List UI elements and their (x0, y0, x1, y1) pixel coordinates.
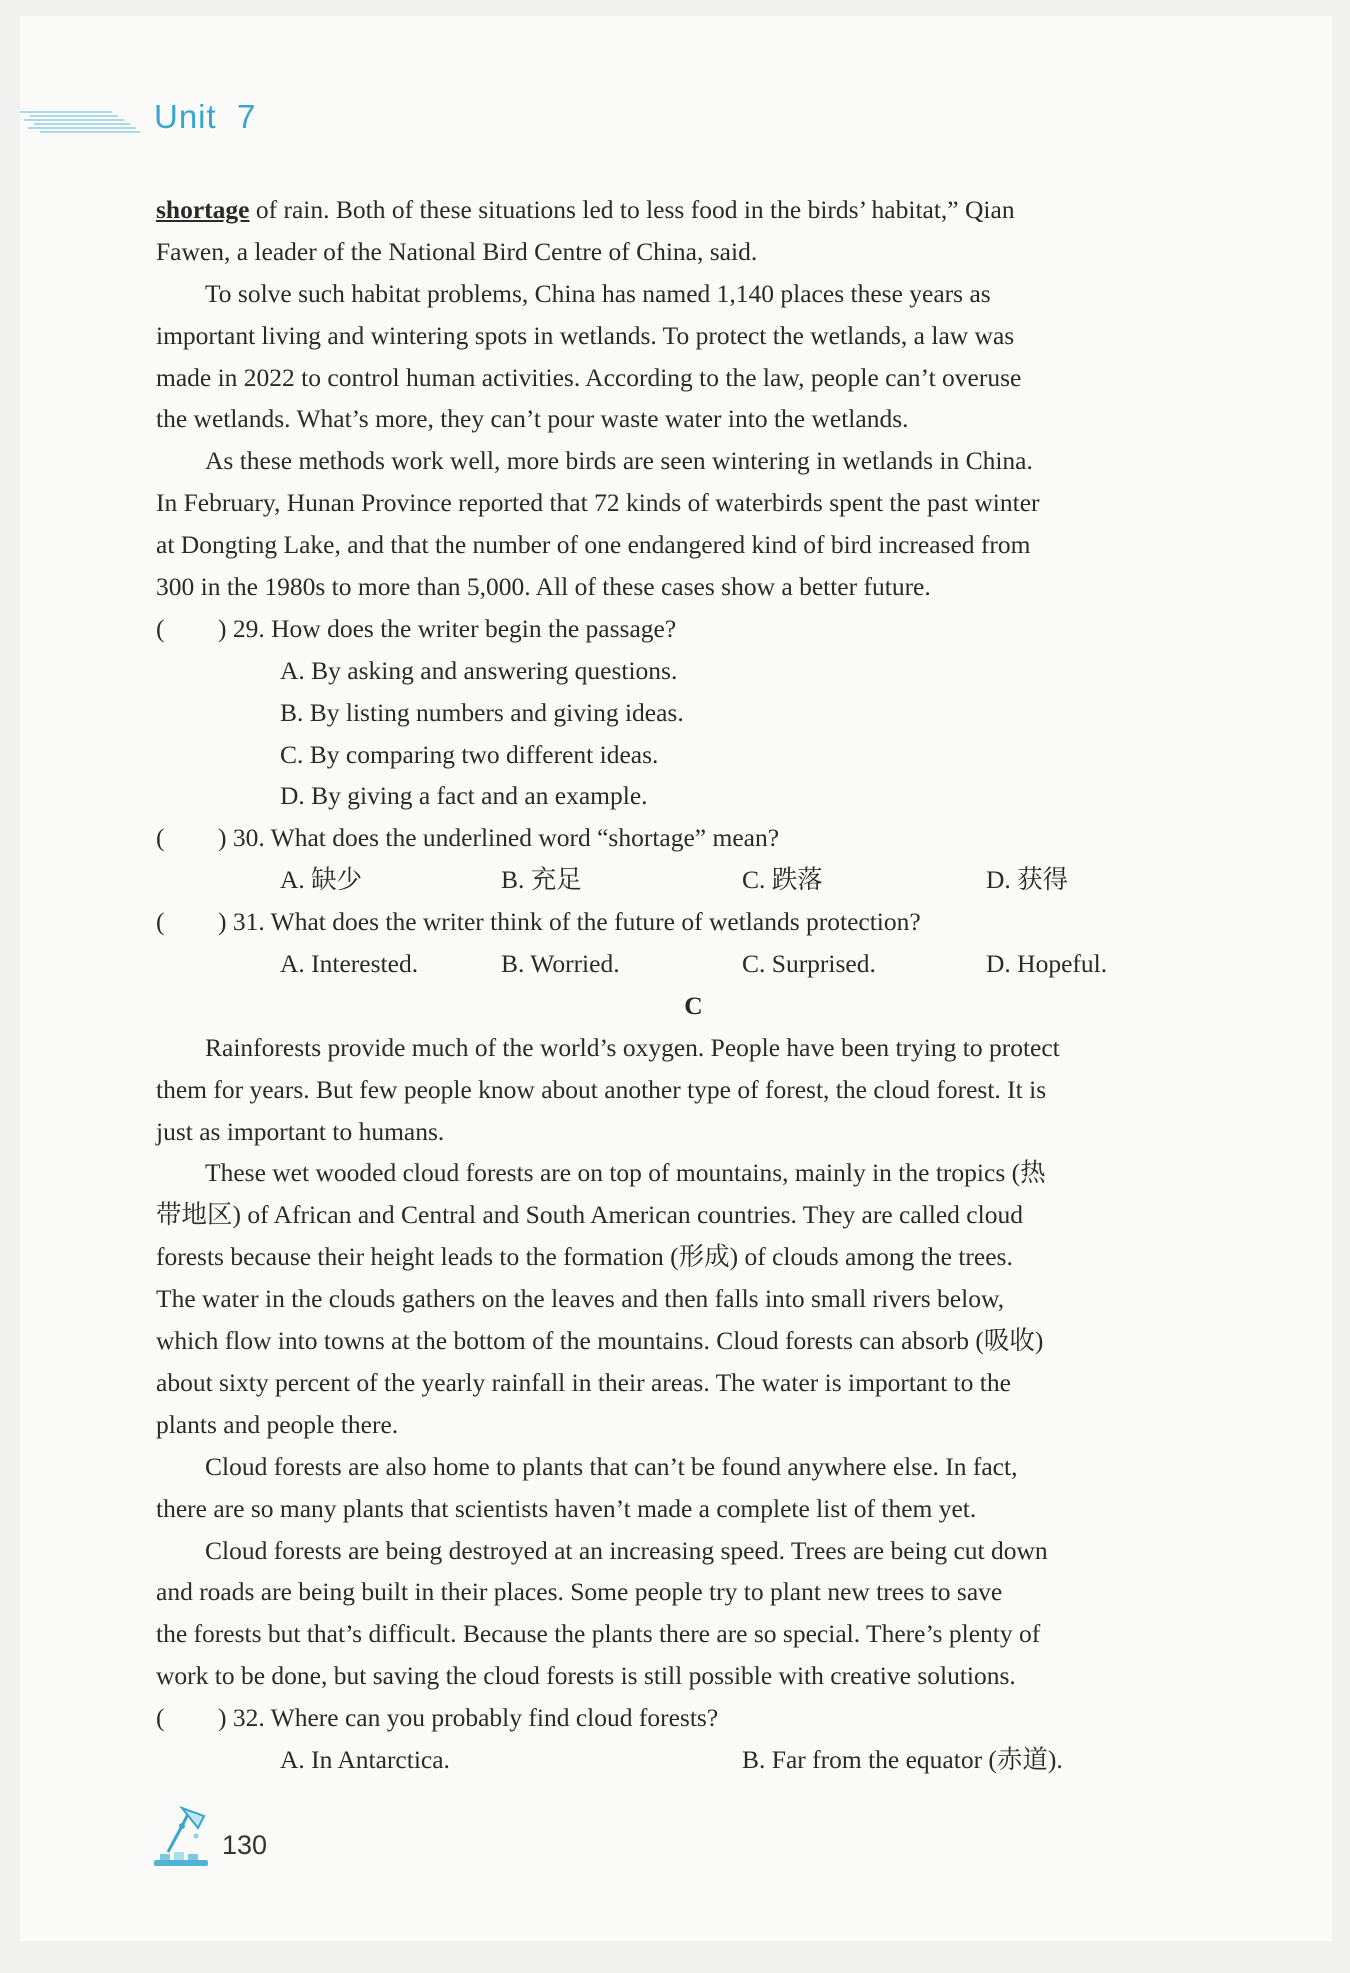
page-footer (152, 1806, 352, 1876)
answer-blank[interactable]: ( (156, 613, 165, 643)
passage-line: These wet wooded cloud forests are on top of mountains, mainly in the tropics (热 (205, 1158, 1046, 1188)
option-c[interactable]: C. By comparing two different ideas. (280, 739, 659, 769)
desk-lamp-icon (152, 1806, 212, 1870)
passage-line: there are so many plants that scientists haven’t made a complete list of them yet. (156, 1493, 977, 1523)
passage-line: made in 2022 to control human activities. According to the law, people can’t overuse (156, 362, 1022, 392)
passage-line: Cloud forests are being destroyed at an increasing speed. Trees are being cut down (205, 1535, 1048, 1565)
passage-line: As these methods work well, more birds are seen wintering in wetlands in China. (205, 446, 1033, 476)
question-text: ) 32. Where can you probably find cloud forests? (218, 1703, 719, 1733)
passage-line: 300 in the 1980s to more than 5,000. All of these cases show a better future. (156, 572, 931, 602)
passage-line: them for years. But few people know about another type of forest, the cloud forest. It is (156, 1074, 1047, 1104)
option-a[interactable]: A. 缺少 (280, 865, 363, 895)
option-d[interactable]: D. By giving a fact and an example. (280, 781, 648, 811)
unit-title: Unit 7 (154, 98, 257, 135)
body-text (156, 189, 1211, 1781)
options-row (156, 943, 1211, 985)
option-b[interactable]: B. Far from the equator (赤道). (742, 1744, 1063, 1774)
options-row (156, 1739, 1211, 1781)
option-d[interactable]: D. 获得 (986, 865, 1069, 895)
passage-line: plants and people there. (156, 1409, 399, 1439)
option-b[interactable]: B. 充足 (501, 865, 582, 895)
option-b[interactable]: B. Worried. (501, 949, 620, 979)
passage-line: work to be done, but saving the cloud forests is still possible with creative solutions. (156, 1661, 1016, 1691)
question-text: ) 29. How does the writer begin the passage? (218, 613, 677, 643)
question-text: ) 31. What does the writer think of the future of wetlands protection? (218, 907, 921, 937)
passage-line: which flow into towns at the bottom of the mountains. Cloud forests can absorb (吸收) (156, 1326, 1044, 1356)
options-row (156, 859, 1211, 901)
option-d[interactable]: D. Hopeful. (986, 949, 1108, 979)
section-heading-c: C (684, 990, 703, 1020)
answer-blank[interactable]: ( (156, 1703, 165, 1733)
answer-blank[interactable]: ( (156, 907, 165, 937)
unit-header (20, 98, 420, 138)
passage-line: Rainforests provide much of the world’s oxygen. People have been trying to protect (205, 1032, 1060, 1062)
question-31 (156, 901, 1211, 943)
passage-line: Cloud forests are also home to plants that can’t be found anywhere else. In fact, (205, 1451, 1018, 1481)
passage-line: The water in the clouds gathers on the leaves and then falls into small rivers below, (156, 1284, 1005, 1314)
passage-line: In February, Hunan Province reported that 72 kinds of waterbirds spent the past winter (156, 488, 1040, 518)
passage-line: forests because their height leads to the formation (形成) of clouds among the trees. (156, 1242, 1013, 1272)
passage-line: and roads are being built in their places. Some people try to plant new trees to save (156, 1577, 1003, 1607)
header-stripes-decoration (20, 108, 142, 134)
passage-text: of rain. Both of these situations led to less food in the birds’ habitat,” Qian (249, 195, 1015, 224)
question-text: ) 30. What does the underlined word “shortage” mean? (218, 823, 780, 853)
passage-line: the forests but that’s difficult. Because the plants there are so special. There’s plenty of (156, 1619, 1041, 1649)
textbook-page (20, 16, 1332, 1941)
passage-line (156, 189, 1211, 231)
keyword-shortage: shortage (156, 195, 250, 224)
passage-line: 带地区) of African and Central and South American countries. They are called cloud (156, 1200, 1023, 1230)
question-32 (156, 1697, 1211, 1739)
page-number: 130 (222, 1830, 268, 1860)
option-c[interactable]: C. Surprised. (742, 949, 876, 979)
option-b[interactable]: B. By listing numbers and giving ideas. (280, 697, 684, 727)
option-a[interactable]: A. Interested. (280, 949, 419, 979)
passage-line: Fawen, a leader of the National Bird Centre of China, said. (156, 236, 758, 266)
passage-line: important living and wintering spots in wetlands. To protect the wetlands, a law was (156, 320, 1015, 350)
option-c[interactable]: C. 跌落 (742, 865, 823, 895)
passage-line: the wetlands. What’s more, they can’t pour waste water into the wetlands. (156, 404, 909, 434)
answer-blank[interactable]: ( (156, 823, 165, 853)
question-30 (156, 817, 1211, 859)
question-29 (156, 608, 1211, 650)
option-a[interactable]: A. In Antarctica. (280, 1744, 450, 1774)
passage-line: To solve such habitat problems, China has named 1,140 places these years as (205, 278, 991, 308)
option-a[interactable]: A. By asking and answering questions. (280, 655, 678, 685)
passage-line: at Dongting Lake, and that the number of one endangered kind of bird increased from (156, 530, 1031, 560)
passage-line: just as important to humans. (156, 1116, 445, 1146)
passage-line: about sixty percent of the yearly rainfall in their areas. The water is important to the (156, 1367, 1011, 1397)
